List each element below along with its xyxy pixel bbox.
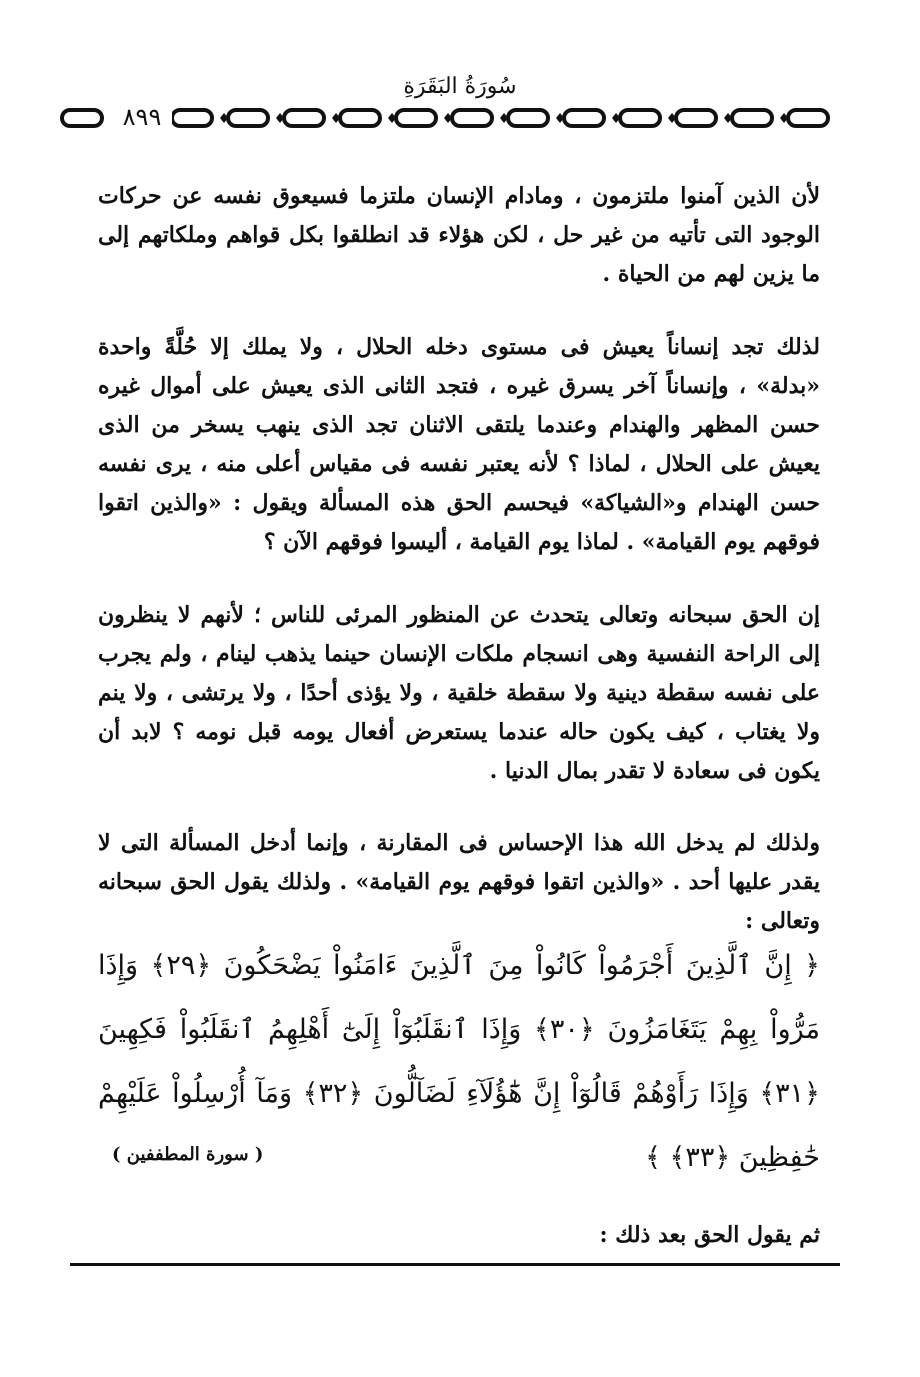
footer-rule [70,1263,840,1266]
paragraph-3: إن الحق سبحانه وتعالى يتحدث عن المنظور المرئى للناس ؛ لأنهم لا ينظرون إلى الراحة النفسية وهى انسجام ملكات الإنسان حينما يذهب لينام ، ولم يجرب على نفسه سقطة دينية ولا سقطة خلقية ، ولا يؤذى أحدًا ، ولا يرتشى ، ولا ينم ولا يغتاب ، كيف يكون حاله عندما يستعرض أفعال يومه قبل نومه ؟ لابد أن يكون فى سعادة لا تقدر بمال الدنيا . [98,602,820,784]
page-number: ٨٩٩ [112,102,172,132]
paragraph-2: لذلك تجد إنساناً يعيش فى مستوى دخله الحلال ، ولا يملك إلا حُلَّةً واحدة «بدلة» ، وإنساناً آخر يسرق غيره ، فتجد الثانى الذى يعيش على أموال غيره حسن المظهر والهندام وعندما يلتقى الاثنان تجد الذى ينهب يسخر من الذى يعيش على الحلال ، لماذا ؟ لأنه يعتبر نفسه فى مقياس أعلى منه ، يرى نفسه حسن الهندام و«الشياكة» فيحسم الحق هذه المسألة ويقول : «والذين اتقوا فوقهم يوم القيامة» . لماذا يوم القيامة ، أليسوا فوقهم الآن ؟ [98,334,820,555]
paragraph-1: لأن الذين آمنوا ملتزمون ، ومادام الإنسان ملتزما فسيعوق نفسه عن حركات الوجود التى تأتيه من غير حل ، لكن هؤلاء قد انطلقوا بكل قواهم وملكاتهم إلى ما يزين لهم من الحياة . [98,183,820,287]
closing-line: ثم يقول الحق بعد ذلك : [599,1222,820,1248]
ornamental-header-rule [60,104,840,132]
verse-source: ( سورة المطففين ) [112,1144,264,1165]
paragraph-4: ولذلك لم يدخل الله هذا الإحساس فى المقارنة ، وإنما أدخل المسألة التى لا يقدر عليها أحد . «والذين اتقوا فوقهم يوم القيامة» . ولذلك يقول الحق سبحانه وتعالى : [98,830,820,934]
quran-verse-block: ﴿ إِنَّ ٱلَّذِينَ أَجْرَمُواْ كَانُواْ مِنَ ٱلَّذِينَ ءَامَنُواْ يَضْحَكُونَ ﴿٢٩﴾ وَإِذَا مَرُّواْ بِهِمْ يَتَغَامَزُونَ ﴿٣٠﴾ وَإِذَا ٱنقَلَبُوٓاْ إِلَىٰٓ أَهْلِهِمُ ٱنقَلَبُواْ فَكِهِينَ ﴿٣١﴾ وَإِذَا رَأَوْهُمْ قَالُوٓاْ إِنَّ هَٰٓؤُلَآءِ لَضَآلُّونَ ﴿٣٢﴾ وَمَآ أُرْسِلُواْ عَلَيْهِمْ حَٰفِظِينَ ﴿٣٣﴾ ﴾ [98,950,821,1173]
surah-title: سُورَةُ البَقَرَةِ [403,74,517,99]
